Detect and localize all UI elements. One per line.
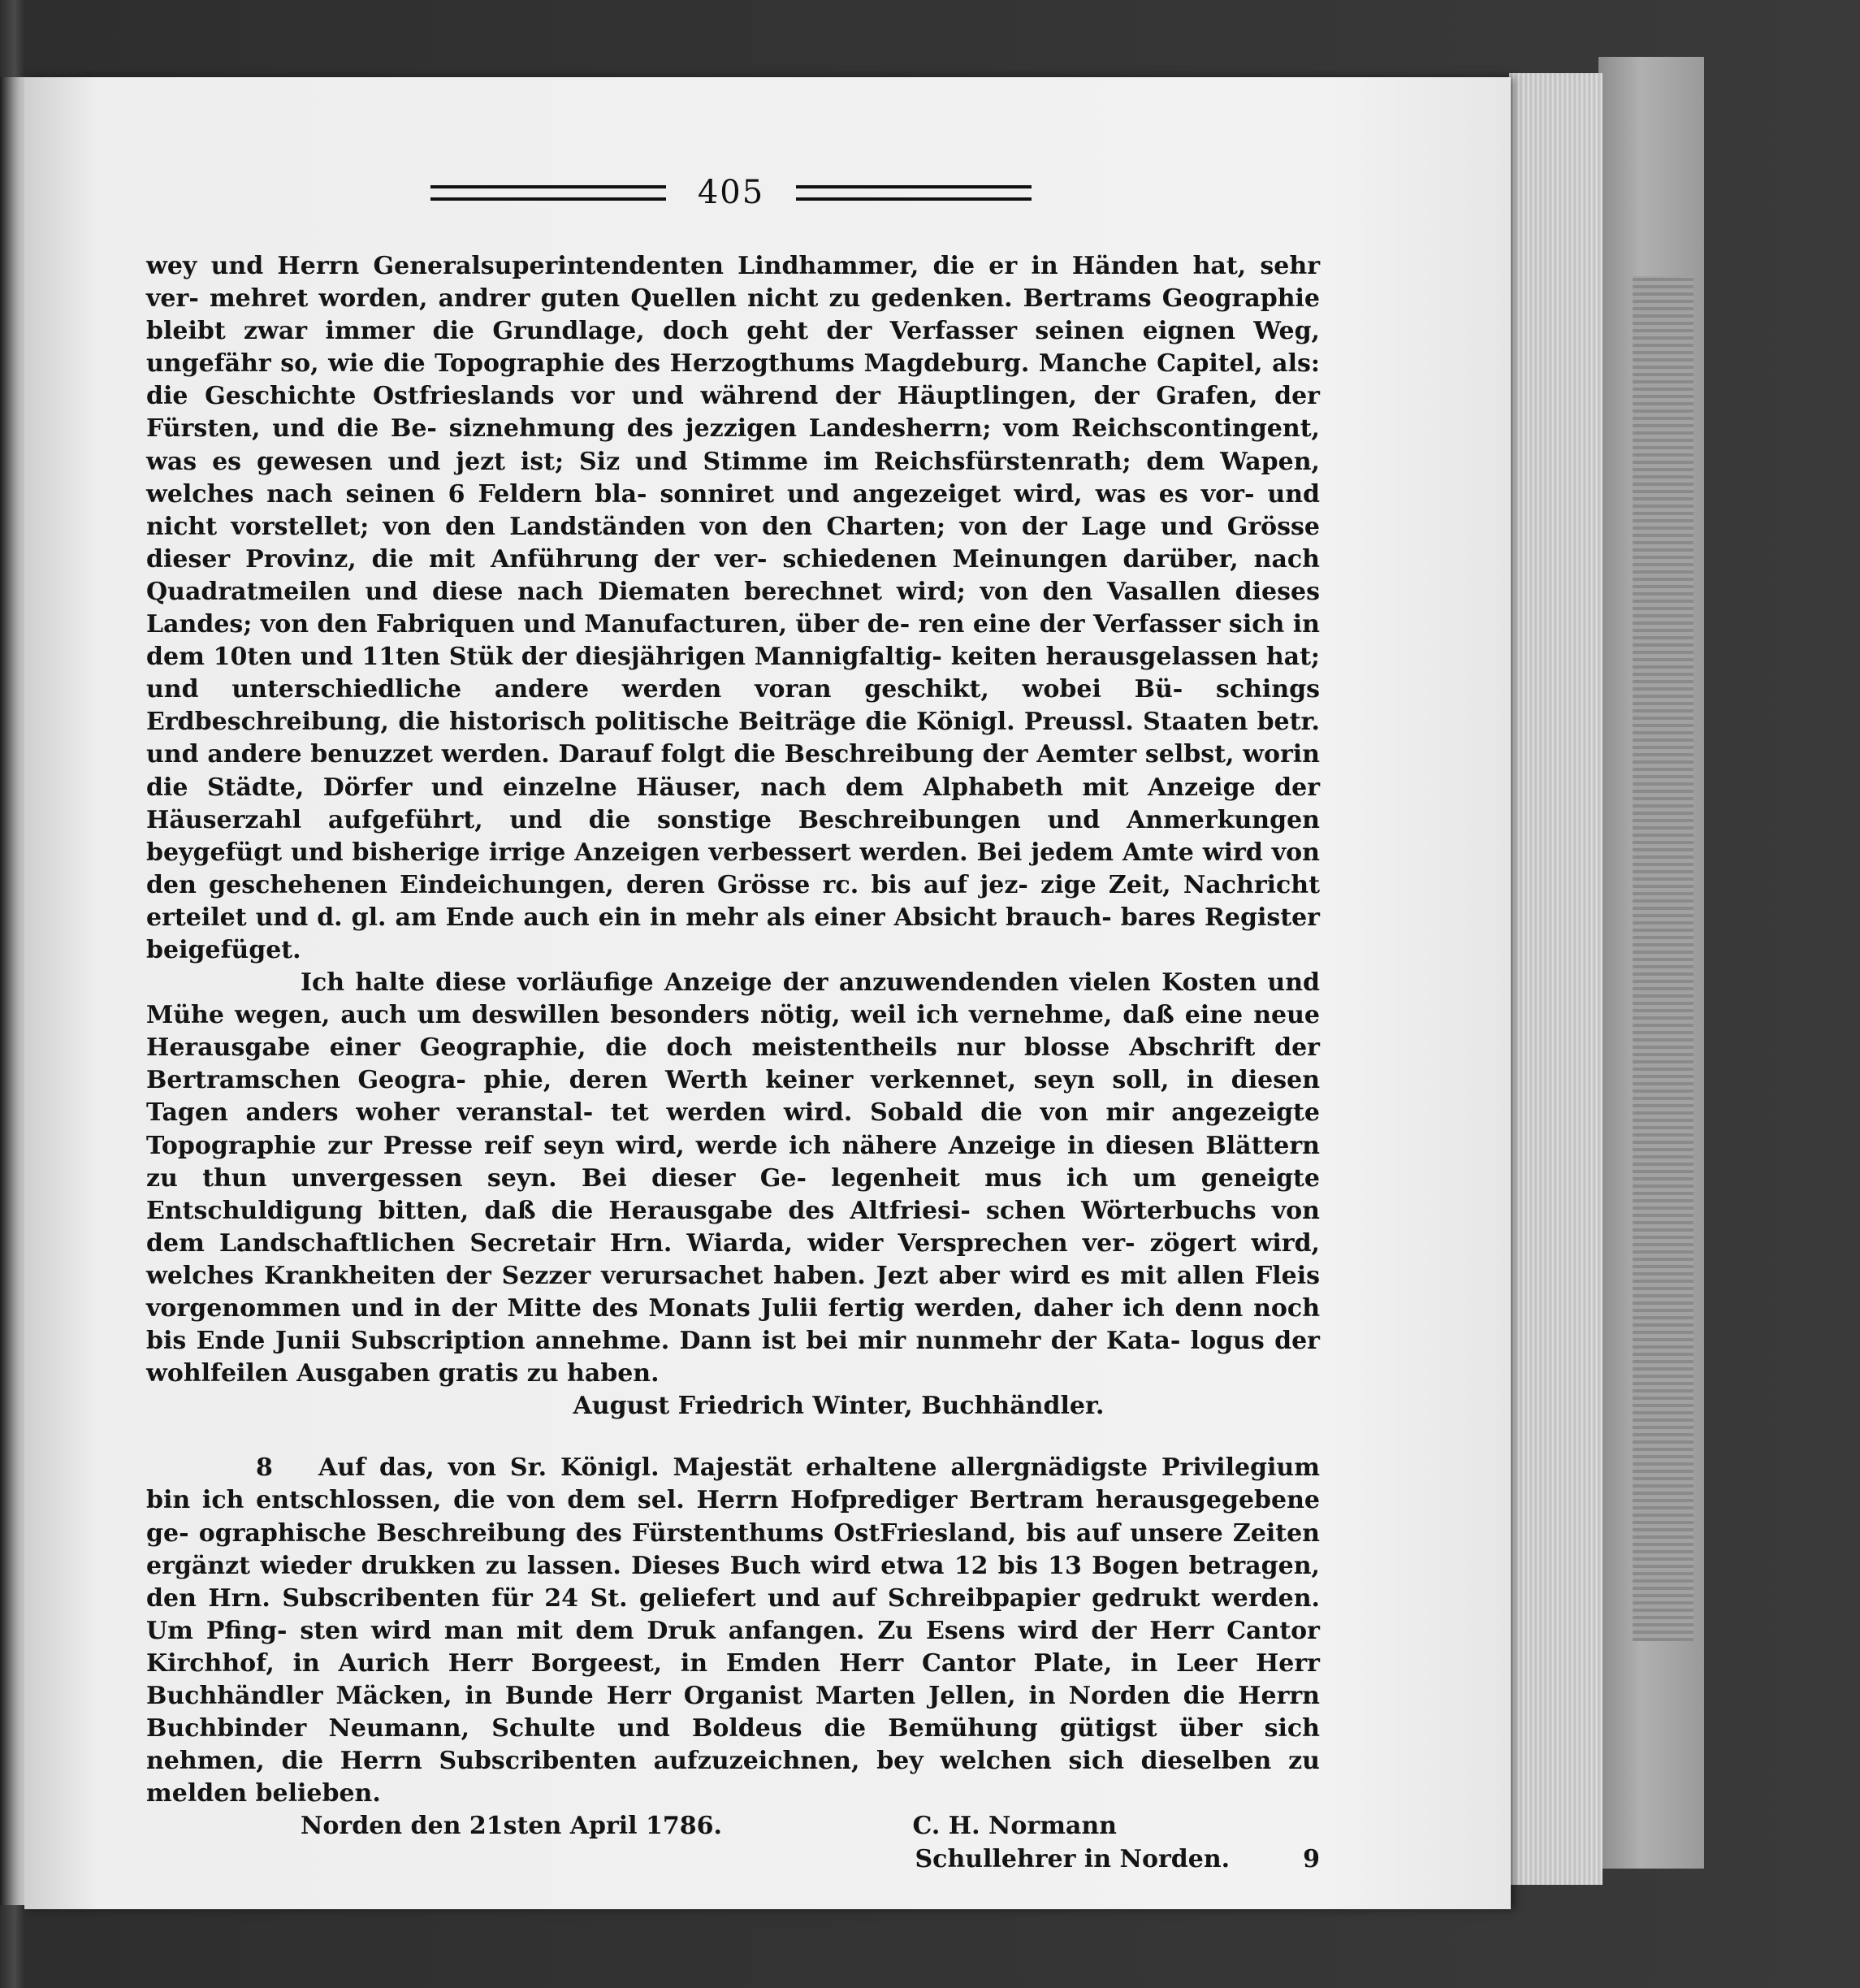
text-line: Ostfrieslands vor und während der Häuptlingen, der Grafen, der Fürsten, und die Be- bbox=[146, 382, 1320, 444]
text-line: allen Fleis vorgenommen und in der Mitte des Monats Julii fertig werden, daher ich bbox=[146, 1261, 1320, 1323]
text-line: ren eine der Verfasser sich in dem 10ten und 11ten Stük der diesjährigen Mannigfaltig- bbox=[146, 610, 1320, 672]
text-line: Dörfer und einzelne Häuser, nach dem Alphabeth mit Anzeige der Häuserzahl aufgeführt, und die bbox=[146, 773, 1320, 834]
book-cover-edge bbox=[1633, 276, 1693, 1641]
text-line: sten wird man mit dem Druk anfangen. Zu Esens wird der Herr Cantor Kirchhof, bbox=[146, 1616, 1320, 1678]
text-line: sonstige Beschreibungen und Anmerkungen beygefügt und bisherige irrige Anzeigen verbessert bbox=[146, 805, 1320, 867]
left-page-edge bbox=[0, 77, 24, 1905]
advert2-sign-row-2 bbox=[146, 1843, 1320, 1876]
text-line: und andere benuzzet werden. Darauf folgt die Beschreibung der Aemter selbst, worin die Städte, bbox=[146, 740, 1320, 802]
text-line: wird; von den Vasallen dieses Landes; von den Fabriquen und Manufacturen, über de- bbox=[146, 577, 1321, 639]
page-header bbox=[430, 172, 1032, 213]
text-line: in Aurich Herr Borgeest, in Emden Herr Cantor Plate, in Leer Herr Buchhändler bbox=[146, 1648, 1320, 1711]
text-line: Auf das, von Sr. Königl. Majestät erhaltene allergnädigste Privilegium bbox=[318, 1453, 1320, 1483]
text-line: Neumann, Schulte und Boldeus die Bemühung gütigst über sich nehmen, die Herrn bbox=[146, 1714, 1320, 1776]
advert-number: 8 bbox=[256, 1453, 273, 1483]
signature-mark: 9 bbox=[1303, 1844, 1320, 1873]
text-line: zige Zeit, Nachricht erteilet und d. gl. am Ende auch ein in mehr als einer Absicht brauch- bbox=[146, 870, 1320, 932]
text-line: schen Wörterbuchs von dem Landschaftlichen Secretair Hrn. Wiarda, wider Versprechen ver- bbox=[146, 1196, 1320, 1258]
text-line: schiedenen Meinungen darüber, nach Quadratmeilen und diese nach Diematen berechnet bbox=[146, 544, 1320, 606]
text-line: Subscribenten für 24 St. geliefert und auf Schreibpapier gedrukt werden. Um Pfing- bbox=[146, 1583, 1320, 1645]
text-line: werde ich nähere Anzeige in diesen Blättern zu thun unvergessen seyn. Bei dieser Ge- bbox=[146, 1131, 1320, 1193]
text-line: einer Geographie, die doch meistentheils nur blosse Abschrift der Bertramschen Geogra- bbox=[146, 1033, 1320, 1095]
text-line: schings Erdbeschreibung, die historisch politische Beiträge die Königl. Preussl. Staaten betr. bbox=[146, 675, 1320, 737]
text-line: mehret worden, andrer guten Quellen nicht zu gedenken. Bertrams Geographie bleibt zwar bbox=[146, 284, 1321, 346]
text-line: Siz und Stimme im Reichsfürstenrath; dem Wapen, welches nach seinen 6 Feldern bla- bbox=[146, 447, 1320, 509]
advert2-sign-row bbox=[146, 1810, 1320, 1843]
text-line: die Topographie des Herzogthums Magdeburg. Manche Capitel, als: die Geschichte bbox=[146, 349, 1320, 411]
text-line: phie, deren Werth keiner verkennet, seyn soll, in diesen Tagen anders woher veranstal- bbox=[146, 1066, 1321, 1128]
text-line: siznehmung des jezzigen Landesherrn; vom Reichscontingent, was es gewesen und jezt ist; bbox=[146, 414, 1321, 476]
text-line: tet werden wird. Sobald die von mir angezeigte Topographie zur Presse reif seyn wird, bbox=[146, 1098, 1320, 1160]
text-line: legenheit mus ich um geneigte Entschuldigung bitten, daß die Herausgabe des Altfriesi- bbox=[146, 1163, 1320, 1225]
text-line: bares Register beigefüget. bbox=[146, 903, 1320, 964]
text-line: logus der wohlfeilen Ausgaben gratis zu haben. bbox=[146, 1327, 1320, 1388]
text-line: immer die Grundlage, doch geht der Verfasser seinen eignen Weg, ungefähr so, wie bbox=[146, 317, 1320, 379]
text-line: ographische Beschreibung des Fürstenthums OstFriesland, bis auf unsere Zeiten ergänzt bbox=[146, 1518, 1320, 1580]
advert1-paragraph1 bbox=[146, 250, 1320, 967]
text-line: werden. Bei jedem Amte wird von den geschehenen Eindeichungen, deren Grösse rc. bis auf jez- bbox=[146, 838, 1320, 899]
page-number: 405 bbox=[697, 174, 765, 211]
signer-name: C. H. Normann bbox=[912, 1812, 1117, 1841]
advert1-signature: August Friedrich Winter, Buchhändler. bbox=[573, 1392, 1105, 1421]
advert1-paragraph2 bbox=[146, 967, 1320, 1390]
page-text bbox=[146, 250, 1320, 1876]
signer-title: Schullehrer in Norden. bbox=[915, 1844, 1231, 1873]
text-line: bin ich entschlossen, die von dem sel. Herrn Hofprediger Bertram herausgegebene ge- bbox=[146, 1486, 1320, 1548]
advert2-paragraph bbox=[146, 1452, 1320, 1810]
text-line: Ich halte diese vorläufige Anzeige der anzuwendenden vielen Kosten und Mühe bbox=[146, 968, 1320, 1030]
header-rule-right bbox=[796, 185, 1032, 201]
place-date: Norden den 21sten April 1786. bbox=[301, 1812, 722, 1841]
text-line: keiten herausgelassen hat; und unterschiedliche andere werden voran geschikt, wobei Bü- bbox=[146, 643, 1321, 704]
text-line: sonniret und angezeiget wird, was es vor- und nicht vorstellet; von den Landständen bbox=[146, 479, 1320, 541]
text-line: wey und Herrn Generalsuperintendenten Lindhammer, die er in Händen hat, sehr ver- bbox=[146, 252, 1320, 314]
text-line: Mäcken, in Bunde Herr Organist Marten Jellen, in Norden die Herrn Buchbinder bbox=[146, 1682, 1320, 1743]
text-line: wegen, auch um deswillen besonders nötig, weil ich vernehme, daß eine neue Herausgabe bbox=[146, 1001, 1320, 1063]
text-line: denn noch bis Ende Junii Subscription annehme. Dann ist bei mir nunmehr der Kata- bbox=[146, 1294, 1321, 1356]
page-fore-edge bbox=[1509, 73, 1603, 1885]
header-rule-left bbox=[430, 185, 666, 201]
text-line: Subscribenten aufzuzeichnen, bey welchen sich dieselben zu melden belieben. bbox=[146, 1747, 1320, 1808]
text-line: von den Charten; von der Lage und Grösse dieser Provinz, die mit Anführung der ver- bbox=[146, 512, 1320, 574]
text-line: wieder drukken zu lassen. Dieses Buch wird etwa 12 bis 13 Bogen betragen, den Hrn. bbox=[146, 1551, 1320, 1613]
text-line: zögert wird, welches Krankheiten der Sezzer verursachet haben. Jezt aber wird es mit bbox=[146, 1228, 1320, 1290]
